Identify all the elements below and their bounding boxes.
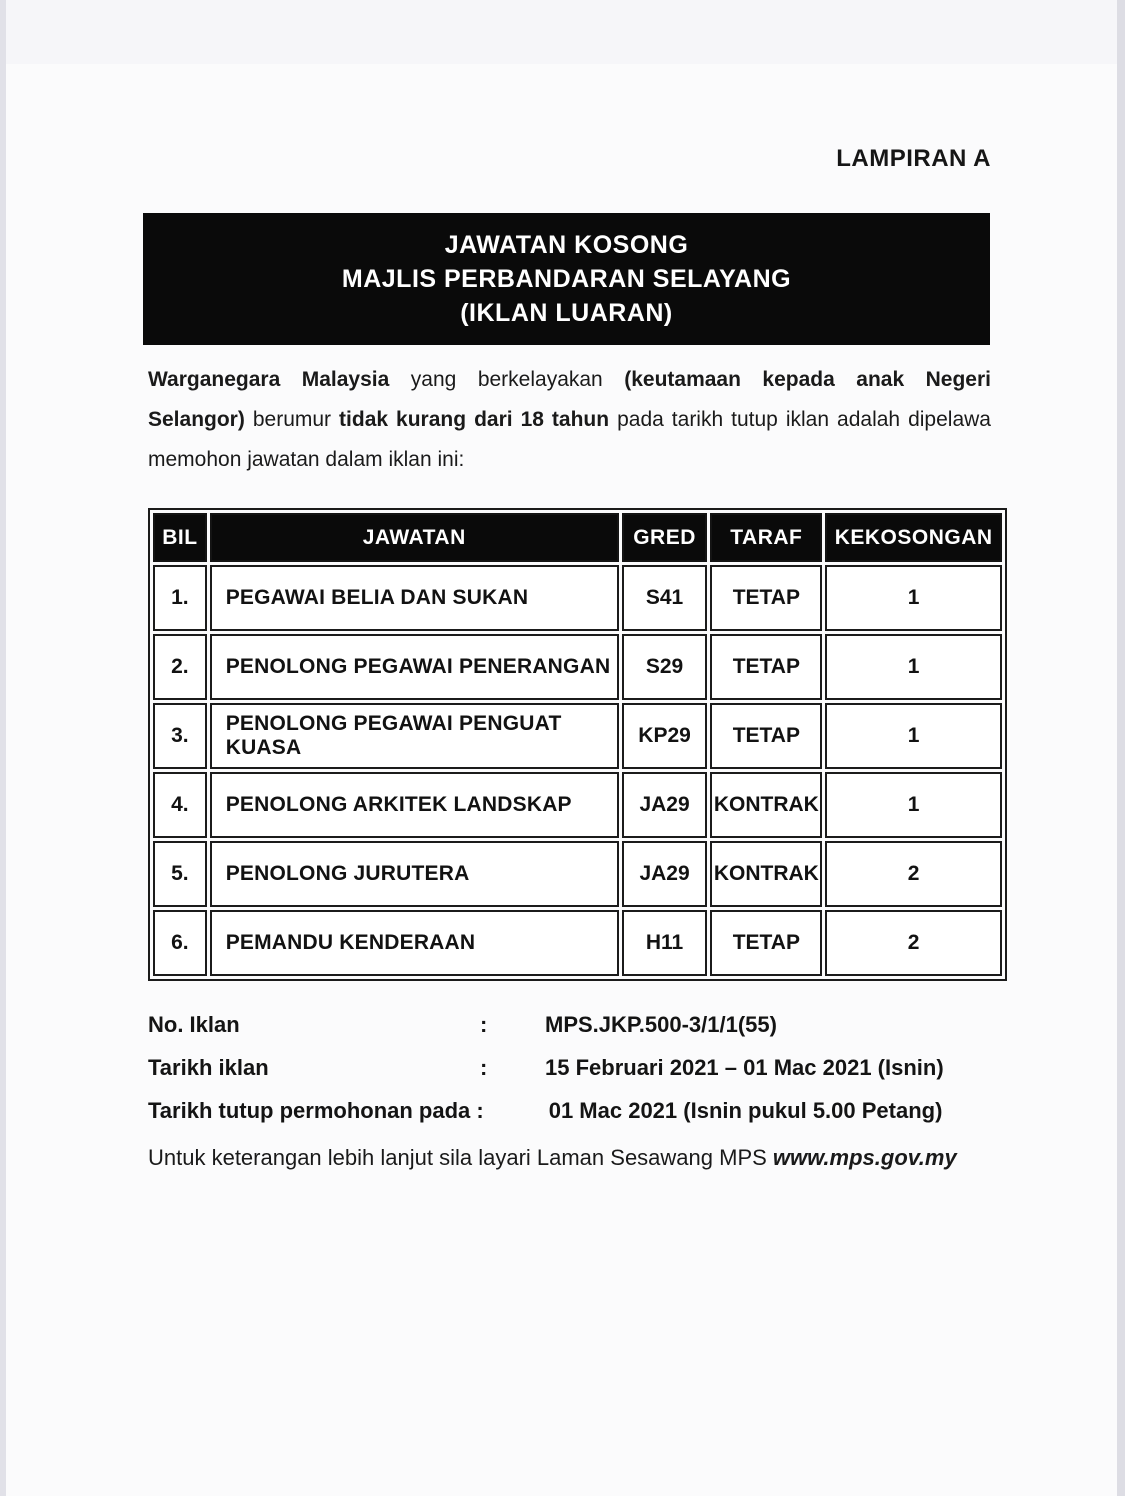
- cell-jawatan: PEMANDU KENDERAAN: [210, 910, 619, 976]
- cell-bil: 4.: [153, 772, 207, 838]
- intro-line-2: [148, 400, 991, 440]
- detail-row-tarikh-iklan: [148, 1046, 1007, 1089]
- column-header-taraf: TARAF: [710, 513, 822, 562]
- detail-label: No. Iklan: [148, 1012, 240, 1037]
- cell-kekosongan: 2: [825, 910, 1002, 976]
- detail-value: 01 Mac 2021 (Isnin pukul 5.00 Petang): [548, 1098, 943, 1123]
- banner-line-2: MAJLIS PERBANDARAN SELAYANG: [341, 265, 792, 293]
- cell-taraf: TETAP: [710, 703, 822, 769]
- intro-bold-run: Selangor): [148, 408, 245, 431]
- detail-value: MPS.JKP.500-3/1/1(55): [545, 1012, 777, 1037]
- cell-kekosongan: 1: [825, 634, 1002, 700]
- detail-separator: [484, 1089, 549, 1132]
- intro-normal-run: pada tarikh tutup iklan adalah dipelawa: [609, 408, 991, 431]
- cell-bil: 1.: [153, 565, 207, 631]
- cell-jawatan: PENOLONG PEGAWAI PENERANGAN: [210, 634, 619, 700]
- cell-gred: H11: [622, 910, 708, 976]
- intro-normal-run: berumur: [244, 408, 340, 431]
- vacancy-table: [148, 508, 1007, 981]
- lampiran-label: LAMPIRAN A: [836, 145, 991, 172]
- cell-gred: S41: [622, 565, 708, 631]
- cell-taraf: KONTRAK: [710, 841, 822, 907]
- table-row: [153, 910, 1002, 976]
- banner-line-3: (IKLAN LUARAN): [460, 299, 673, 327]
- cell-taraf: TETAP: [710, 910, 822, 976]
- cell-gred: JA29: [622, 841, 708, 907]
- intro-bold-run: (keutamaan kepada anak Negeri: [624, 368, 991, 391]
- intro-bold-run: tidak kurang dari 18 tahun: [339, 408, 610, 431]
- cell-jawatan: PENOLONG JURUTERA: [210, 841, 619, 907]
- details-block: [148, 1003, 1007, 1132]
- cell-gred: KP29: [622, 703, 708, 769]
- intro-bold-run: Warganegara Malaysia: [148, 368, 390, 391]
- cell-gred: JA29: [622, 772, 708, 838]
- cell-taraf: KONTRAK: [710, 772, 822, 838]
- cell-bil: 5.: [153, 841, 207, 907]
- cell-jawatan: PEGAWAI BELIA DAN SUKAN: [210, 565, 619, 631]
- banner-line-1: JAWATAN KOSONG: [444, 231, 689, 259]
- detail-label: Tarikh tutup permohonan pada :: [148, 1098, 484, 1123]
- intro-normal-run: memohon jawatan dalam iklan ini:: [148, 448, 465, 471]
- detail-value: 15 Februari 2021 – 01 Mac 2021 (Isnin): [545, 1055, 944, 1080]
- table-row: [153, 703, 1002, 769]
- scan-edge-right: [1117, 0, 1125, 1496]
- cell-bil: 6.: [153, 910, 207, 976]
- document-page: [148, 0, 1007, 1179]
- intro-paragraph: [148, 360, 991, 480]
- note-text: Untuk keterangan lebih lanjut sila layari Laman Sesawang MPS: [148, 1145, 773, 1170]
- intro-normal-run: yang berkelayakan: [389, 368, 625, 391]
- cell-taraf: TETAP: [710, 634, 822, 700]
- column-header-kekosongan: KEKOSONGAN: [825, 513, 1002, 562]
- intro-line-1: [148, 360, 991, 400]
- cell-kekosongan: 1: [825, 703, 1002, 769]
- cell-bil: 2.: [153, 634, 207, 700]
- cell-taraf: TETAP: [710, 565, 822, 631]
- column-header-bil: BIL: [153, 513, 207, 562]
- detail-label: Tarikh iklan: [148, 1055, 269, 1080]
- table-header-row: [153, 513, 1002, 562]
- detail-row-tarikh-tutup: [148, 1089, 1007, 1132]
- note-line: [148, 1137, 1007, 1179]
- detail-row-no-iklan: [148, 1003, 1007, 1046]
- detail-separator: :: [480, 1055, 488, 1080]
- table-row: [153, 634, 1002, 700]
- scan-edge-left: [0, 0, 6, 1496]
- table-row: [153, 841, 1002, 907]
- cell-bil: 3.: [153, 703, 207, 769]
- cell-jawatan: PENOLONG PEGAWAI PENGUAT KUASA: [210, 703, 619, 769]
- detail-separator: :: [480, 1012, 488, 1037]
- column-header-gred: GRED: [622, 513, 708, 562]
- cell-kekosongan: 2: [825, 841, 1002, 907]
- cell-jawatan: PENOLONG ARKITEK LANDSKAP: [210, 772, 619, 838]
- title-banner: [143, 213, 990, 345]
- cell-gred: S29: [622, 634, 708, 700]
- intro-line-3: [148, 440, 991, 480]
- cell-kekosongan: 1: [825, 565, 1002, 631]
- column-header-jawatan: JAWATAN: [210, 513, 619, 562]
- mps-website-url: www.mps.gov.my: [772, 1145, 957, 1170]
- table-row: [153, 772, 1002, 838]
- cell-kekosongan: 1: [825, 772, 1002, 838]
- table-row: [153, 565, 1002, 631]
